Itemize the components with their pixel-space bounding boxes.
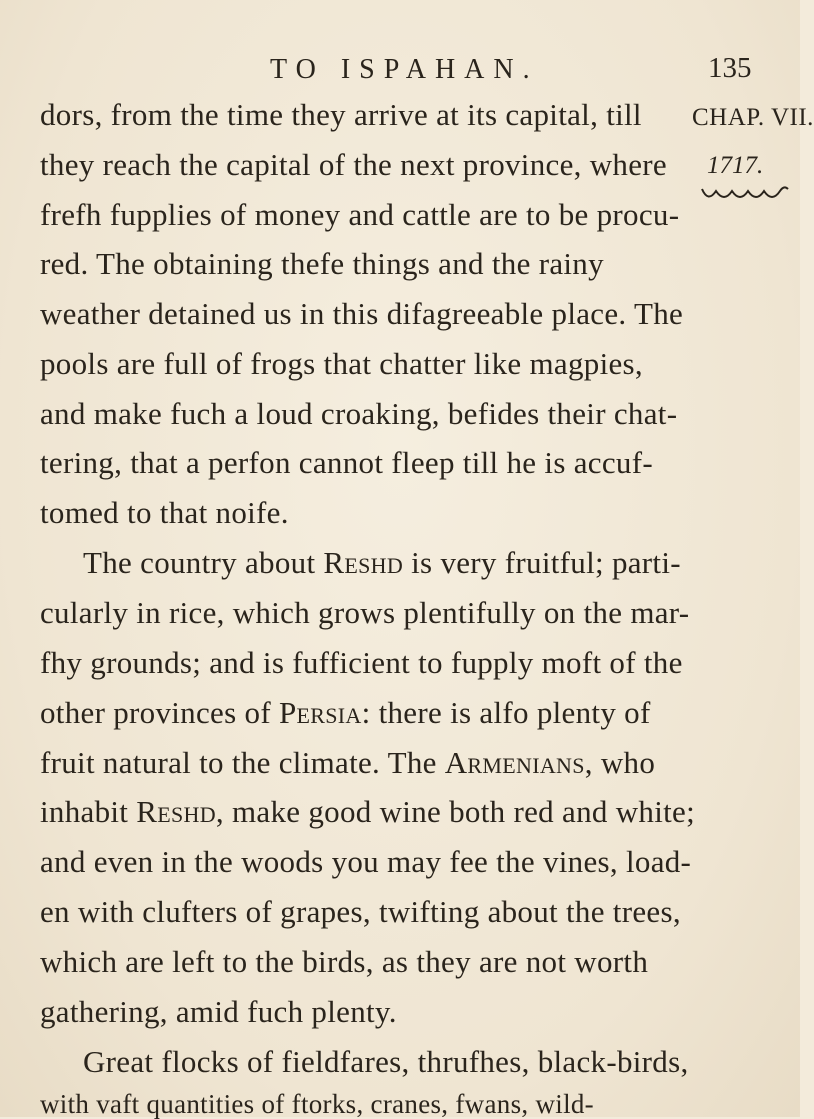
- text-line: weather detained us in this difagreeable place. The: [40, 296, 684, 331]
- text-line: inhabit Reshd, make good wine both red and white;: [40, 794, 696, 829]
- text-line: pools are full of frogs that chatter like magpies,: [40, 346, 643, 381]
- text-line: they reach the capital of the next province, where: [40, 147, 667, 182]
- text-line: and make fuch a loud croaking, befides their chat-: [40, 396, 678, 431]
- page-number: 135: [708, 52, 752, 84]
- text-line: other provinces of Persia: there is alfo plenty of: [40, 695, 651, 730]
- text-line: gathering, amid fuch plenty.: [40, 994, 397, 1029]
- text-line: with vaft quantities of ftorks, cranes, fwans, wild-: [40, 1089, 594, 1119]
- flourish-ornament-icon: [700, 185, 790, 205]
- running-head: TO ISPAHAN.: [270, 54, 539, 85]
- text-line: fhy grounds; and is fufficient to fupply moft of the: [40, 645, 683, 680]
- margin-chapter-note: CHAP. VII.: [692, 104, 814, 131]
- text-line: fruit natural to the climate. The Armenians, who: [40, 745, 656, 780]
- text-line: en with clufters of grapes, twifting about the trees,: [40, 894, 681, 929]
- text-line: which are left to the birds, as they are not worth: [40, 944, 649, 979]
- text-line: frefh fupplies of money and cattle are to be procu-: [40, 197, 680, 232]
- margin-year-note: 1717.: [707, 152, 764, 179]
- text-line: dors, from the time they arrive at its capital, till: [40, 97, 642, 132]
- text-line: Great flocks of fieldfares, thrufhes, black-birds,: [83, 1044, 689, 1079]
- text-line: red. The obtaining thefe things and the rainy: [40, 246, 604, 281]
- text-line: The country about Reshd is very fruitful; parti-: [83, 545, 681, 580]
- text-line: and even in the woods you may fee the vines, load-: [40, 844, 692, 879]
- text-line: cularly in rice, which grows plentifully on the mar-: [40, 595, 690, 630]
- text-line: tering, that a perfon cannot fleep till he is accuf-: [40, 445, 653, 480]
- text-line: tomed to that noife.: [40, 495, 289, 530]
